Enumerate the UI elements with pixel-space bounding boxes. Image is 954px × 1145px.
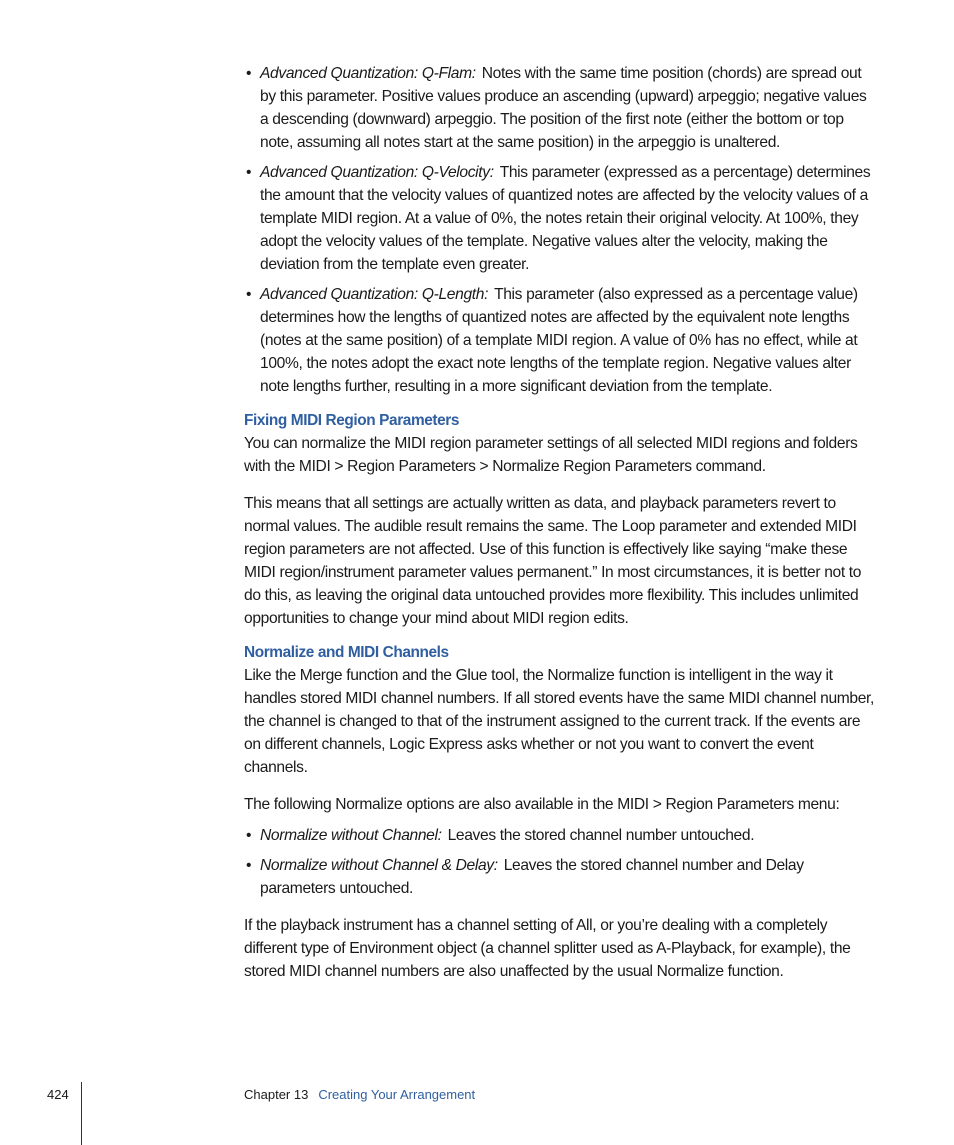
page-body (244, 62, 876, 983)
description-q-flam: Notes with the same time position (chords) are spread out by this parameter. Positive values produce an ascending (upward) arpeggio; negative values a descending (downward) arpeggio. The position of the first note (either the bottom or top note, assuming all notes start at the same position) in the arpeggio is unaltered. (260, 65, 867, 151)
bullet-glyph: • (246, 827, 252, 844)
bullet-glyph: • (246, 286, 252, 303)
section-heading-fixing-midi-region-parameters: Fixing MIDI Region Parameters (244, 412, 460, 429)
paragraph: Like the Merge function and the Glue tool, the Normalize function is intelligent in the way it handles stored MIDI channel numbers. If all stored events have the same MIDI channel number, the channel is changed to that of the instrument assigned to the current track. If the events are on different channels, Logic Express asks whether or not you want to convert the event channels. (244, 667, 875, 776)
list-item-q-velocity (244, 161, 876, 276)
bullet-glyph: • (246, 857, 252, 874)
list-item-normalize-without-channel (244, 824, 876, 847)
term-q-flam: Advanced Quantization: Q-Flam: (260, 65, 476, 82)
chapter-title-link[interactable]: Creating Your Arrangement (318, 1087, 476, 1102)
term-q-velocity: Advanced Quantization: Q-Velocity: (260, 164, 494, 181)
section-heading-normalize-and-midi-channels: Normalize and MIDI Channels (244, 644, 449, 661)
paragraph: This means that all settings are actually written as data, and playback parameters revert to normal values. The audible result remains the same. The Loop parameter and extended MIDI region parameters are not affected. Use of this function is effectively like saying “make these MIDI region/instrument parameter values permanent.” In most circumstances, it is better not to do this, as leaving the original data untouched provides more flexibility. This includes unlimited opportunities to change your mind about MIDI region edits. (244, 495, 862, 627)
description-q-velocity: This parameter (expressed as a percentage) determines the amount that the velocity values of quantized notes are affected by the velocity values of a template MIDI region. At a value of 0%, the notes retain their original velocity. At 100%, they adopt the velocity values of the template. Negative values alter the velocity, making the deviation from the template even greater. (260, 164, 871, 273)
bullet-glyph: • (246, 164, 252, 181)
footer-divider (81, 1082, 82, 1145)
paragraph: If the playback instrument has a channel setting of All, or you’re dealing with a completely different type of Environment object (a channel splitter used as A-Playback, for example), the stored MIDI channel numbers are also unaffected by the usual Normalize function. (244, 917, 851, 980)
list-item-q-flam (244, 62, 876, 154)
term-normalize-without-channel: Normalize without Channel: (260, 827, 442, 844)
chapter-reference (244, 1087, 475, 1102)
paragraph: The following Normalize options are also available in the MIDI > Region Parameters menu: (244, 796, 840, 813)
description-q-length: This parameter (also expressed as a percentage value) determines how the lengths of quantized notes are affected by the equivalent note lengths (notes at the same position) of a template MIDI region. A value of 0% has no effect, while at 100%, the notes adopt the exact note lengths of the template region. Negative values alter note lengths further, resulting in a more significant deviation from the template. (260, 286, 858, 395)
description-normalize-without-channel-and-delay: Leaves the stored channel number and Delay parameters untouched. (260, 857, 804, 897)
bullet-glyph: • (246, 65, 252, 82)
paragraph: You can normalize the MIDI region parameter settings of all selected MIDI regions and folders with the MIDI > Region Parameters > Normalize Region Parameters command. (244, 435, 858, 475)
term-normalize-without-channel-and-delay: Normalize without Channel & Delay: (260, 857, 498, 874)
page-footer (0, 1084, 954, 1114)
chapter-label: Chapter 13 (244, 1087, 309, 1102)
page-number: 424 (47, 1087, 69, 1102)
list-item-q-length (244, 283, 876, 398)
term-q-length: Advanced Quantization: Q-Length: (260, 286, 489, 303)
list-item-normalize-without-channel-and-delay (244, 854, 876, 900)
description-normalize-without-channel: Leaves the stored channel number untouched. (447, 827, 755, 844)
